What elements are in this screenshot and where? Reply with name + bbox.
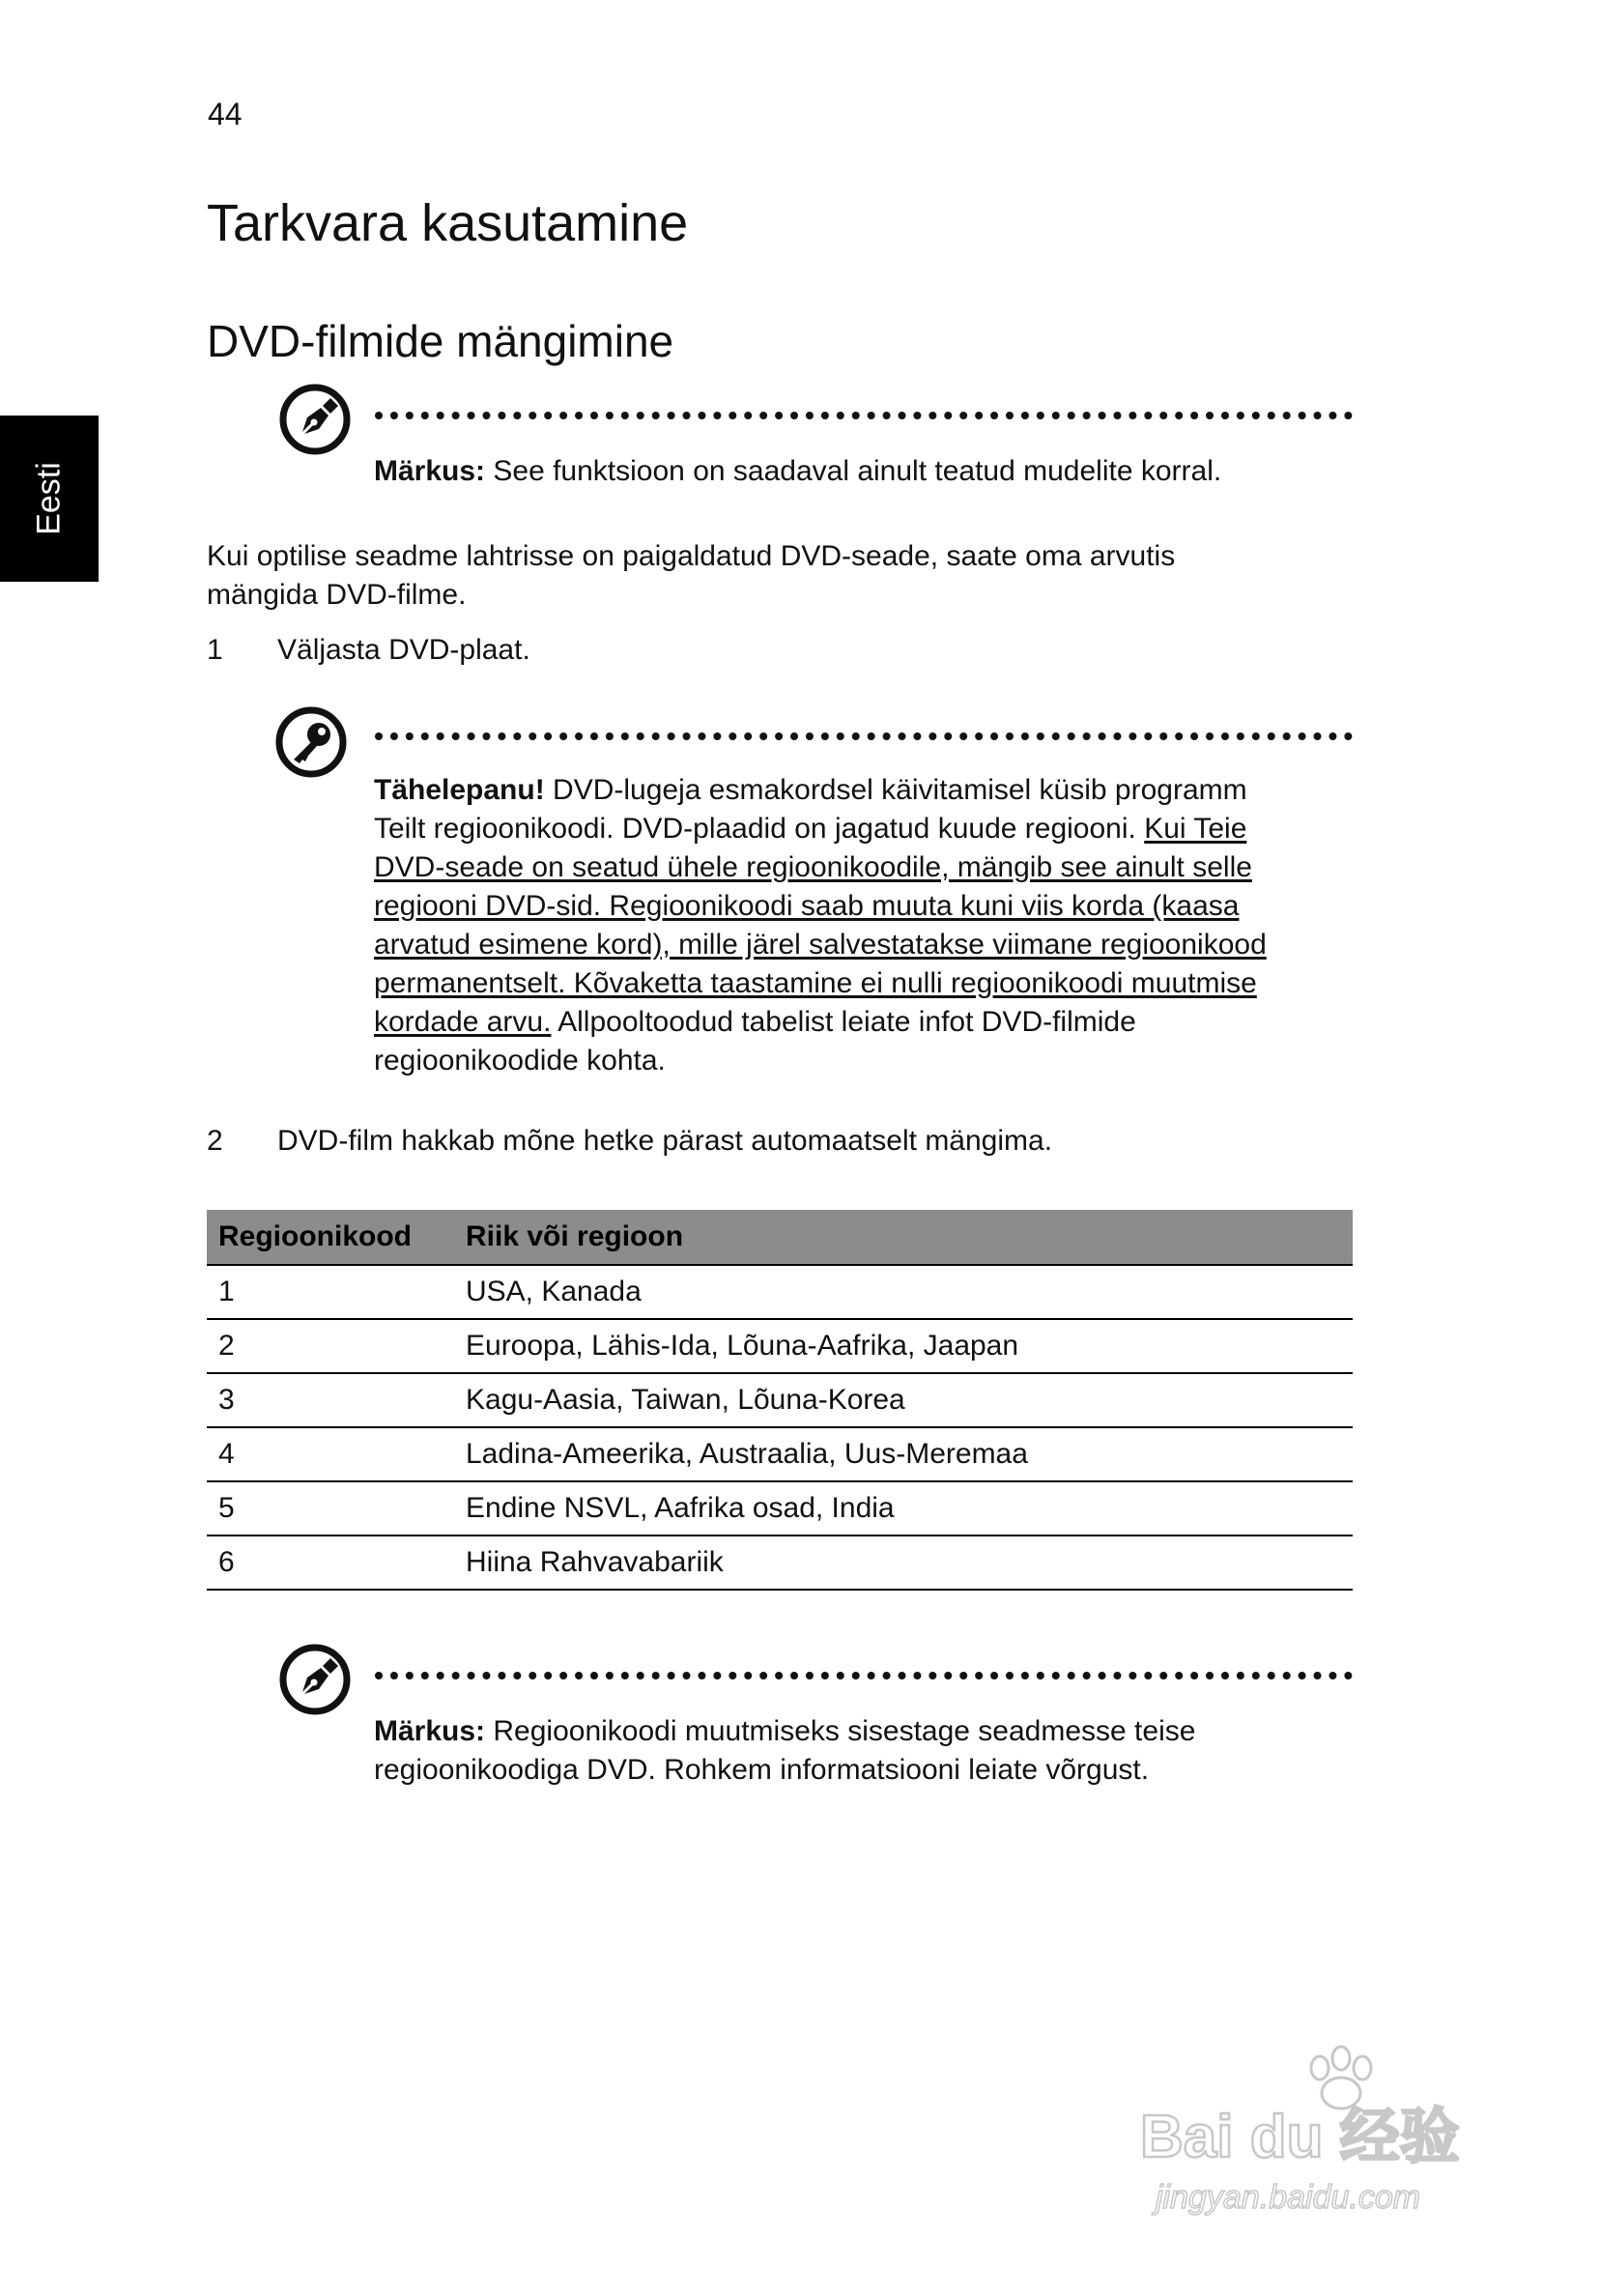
- region-name-cell: Endine NSVL, Aafrika osad, India: [454, 1481, 1353, 1535]
- note-line: regioonikoodiga DVD. Rohkem informatsiooni leiate võrgust.: [374, 1754, 1150, 1786]
- region-name-cell: Hiina Rahvavabariik: [454, 1535, 1353, 1590]
- caution-underlined: Kui Teie: [1144, 813, 1247, 845]
- caution-body: regioonikoodide kohta.: [374, 1045, 666, 1076]
- note-body: Regioonikoodi muutmiseks sisestage seadmesse teise: [485, 1715, 1196, 1747]
- region-name-cell: USA, Kanada: [454, 1265, 1353, 1319]
- pen-note-icon: [278, 383, 352, 456]
- caution-divider: [375, 732, 1353, 740]
- note-text: [374, 1712, 1340, 1790]
- region-name-cell: Ladina-Ameerika, Austraalia, Uus-Meremaa: [454, 1427, 1353, 1481]
- caution-text: [374, 771, 1340, 1080]
- table-row: [207, 1319, 1353, 1373]
- caution-underlined: kordade arvu.: [374, 1006, 552, 1038]
- caution-line: [374, 1042, 1340, 1080]
- note-body: See funktsioon on saadaval ainult teatud mudelite korral.: [485, 455, 1222, 487]
- language-tab-label: Eesti: [30, 462, 68, 535]
- table-row: [207, 1373, 1353, 1427]
- language-side-tab: [0, 416, 99, 582]
- table-row: [207, 1535, 1353, 1590]
- intro-line: Kui optilise seadme lahtrisse on paigaldatud DVD-seade, saate oma arvutis: [207, 540, 1176, 572]
- watermark-url: jingyan.baidu.com: [1156, 2179, 1421, 2216]
- note-line: [374, 1712, 1340, 1751]
- region-code-table: [207, 1210, 1353, 1591]
- region-code-cell: 5: [207, 1481, 454, 1535]
- note-label: Märkus:: [374, 455, 486, 487]
- caution-label: Tähelepanu!: [374, 774, 545, 806]
- table-row: [207, 1427, 1353, 1481]
- region-name-cell: Euroopa, Lähis-Ida, Lõuna-Aafrika, Jaapan: [454, 1319, 1353, 1373]
- caution-line: [374, 887, 1340, 926]
- region-code-cell: 3: [207, 1373, 454, 1427]
- caution-underlined: arvatud esimene kord), mille järel salvestatakse viimane regioonikood: [374, 929, 1267, 961]
- note-text: [374, 452, 1340, 491]
- table-row: [207, 1481, 1353, 1535]
- caution-underlined: DVD-seade on seatud ühele regioonikoodile, mängib see ainult selle: [374, 851, 1252, 883]
- table-header-row: [207, 1210, 1353, 1265]
- region-name-cell: Kagu-Aasia, Taiwan, Lõuna-Korea: [454, 1373, 1353, 1427]
- step-text: DVD-film hakkab mõne hetke pärast automaatselt mängima.: [277, 1125, 1053, 1157]
- caution-line: [374, 1003, 1340, 1042]
- page-number: 44: [208, 97, 243, 131]
- region-code-cell: 1: [207, 1265, 454, 1319]
- note-divider: [375, 1672, 1353, 1679]
- intro-paragraph: [207, 537, 1318, 615]
- region-code-cell: 4: [207, 1427, 454, 1481]
- watermark-brand: Bai du 经验: [1140, 2104, 1460, 2170]
- note-divider: [375, 412, 1353, 419]
- step-text: Väljasta DVD-plaat.: [277, 634, 530, 666]
- chapter-title: Tarkvara kasutamine: [207, 194, 689, 252]
- caution-line: [374, 926, 1340, 964]
- caution-body: DVD-lugeja esmakordsel käivitamisel küsib programm: [544, 774, 1247, 806]
- note-label: Märkus:: [374, 1715, 486, 1747]
- table-row: [207, 1265, 1353, 1319]
- caution-line: [374, 810, 1340, 848]
- caution-underlined: regiooni DVD-sid. Regioonikoodi saab muuta kuni viis korda (kaasa: [374, 890, 1240, 922]
- section-title: DVD-filmide mängimine: [207, 316, 674, 366]
- caution-underlined: permanentselt. Kõvaketta taastamine ei nulli regioonikoodi muutmise: [374, 967, 1257, 999]
- step-number: 1: [207, 634, 223, 666]
- caution-line: [374, 964, 1340, 1003]
- column-header: Riik või regioon: [454, 1210, 1353, 1265]
- region-code-cell: 2: [207, 1319, 454, 1373]
- caution-body: Teilt regioonikoodi. DVD-plaadid on jagatud kuude regiooni.: [374, 813, 1145, 845]
- region-code-cell: 6: [207, 1535, 454, 1590]
- step-number: 2: [207, 1125, 223, 1157]
- pen-note-icon: [278, 1643, 352, 1716]
- caution-line: [374, 771, 1340, 810]
- key-caution-icon: [274, 705, 348, 779]
- caution-body: Allpooltoodud tabelist leiate infot DVD-filmide: [551, 1006, 1136, 1038]
- baidu-watermark-logo: [1121, 2029, 1527, 2223]
- intro-line: mängida DVD-filme.: [207, 579, 467, 611]
- caution-line: [374, 848, 1340, 887]
- column-header: Regioonikood: [207, 1210, 454, 1265]
